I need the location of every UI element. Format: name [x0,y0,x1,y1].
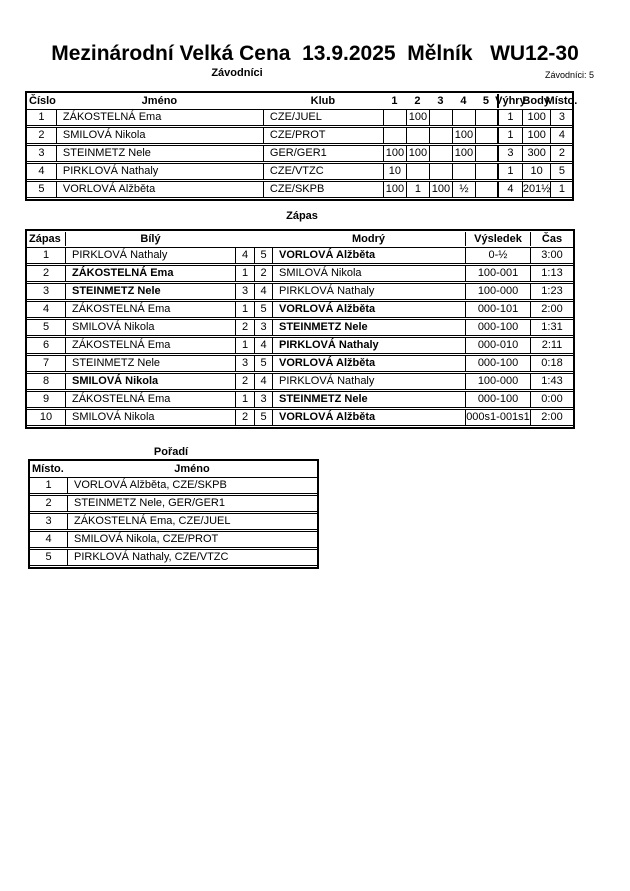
cell-time: 1:13 [530,265,573,282]
cell-white-number: 1 [235,301,254,318]
cell-white-player: ZÁKOSTELNÁ Ema [65,265,235,282]
table-row [27,283,573,300]
cell-blue-number: 5 [254,247,272,264]
cell-match-number: 9 [27,391,65,408]
cell-white-number: 3 [235,283,254,300]
cell-place: 4 [30,531,67,548]
cell-blue-player: VORLOVÁ Alžběta [272,355,465,372]
cell-time: 0:18 [530,355,573,372]
zapas-header-row [27,232,573,246]
col-header-modry: Modrý [352,233,385,245]
cell-place: 3 [30,513,67,530]
table-row [27,265,573,282]
cell-cislo: 1 [27,109,56,126]
cell-result: 100-000 [465,373,530,390]
cell-white-number: 1 [235,391,254,408]
cell-white-player: ZÁKOSTELNÁ Ema [65,391,235,408]
col-header-body: Body [522,95,550,107]
cell-match-number: 3 [27,283,65,300]
cell-white-player: SMILOVÁ Nikola [65,319,235,336]
cell-s1: 10 [383,163,406,180]
cell-match-number: 7 [27,355,65,372]
col-header-misto: Místo. [32,463,64,475]
cell-blue-number: 5 [254,409,272,426]
cell-s1: 100 [383,145,406,162]
cell-match-number: 2 [27,265,65,282]
table-row [27,163,572,180]
cell-blue-number: 4 [254,283,272,300]
cell-vyhry: 3 [497,145,522,162]
table-row [27,247,573,264]
zavodnici-table [25,91,578,201]
cell-s5 [475,127,497,144]
table-row [27,391,573,408]
cell-white-number: 3 [235,355,254,372]
cell-blue-player: PIRKLOVÁ Nathaly [272,337,465,354]
cell-time: 2:00 [530,301,573,318]
cell-jmeno: ZÁKOSTELNÁ Ema [56,109,263,126]
cell-time: 2:11 [530,337,573,354]
cell-vyhry: 1 [497,127,522,144]
cell-result: 000s1-001s1 [465,409,530,426]
cell-s5 [475,145,497,162]
col-header-3: 3 [437,95,444,107]
cell-body: 201½ [522,181,551,198]
zapas-grid [27,231,573,427]
cell-white-player: STEINMETZ Nele [65,355,235,372]
cell-place: 1 [30,477,67,494]
cell-body: 10 [522,163,551,180]
col-header-zapas: Zápas [29,233,61,245]
cell-blue-number: 3 [254,319,272,336]
cell-s2 [406,163,429,180]
cell-s4: ½ [452,181,475,198]
cell-misto: 5 [550,163,572,180]
cell-jmeno: VORLOVÁ Alžběta [56,181,263,198]
section-title-poradi: Pořadí [153,446,189,458]
cell-blue-player: VORLOVÁ Alžběta [272,247,465,264]
cell-white-player: SMILOVÁ Nikola [65,373,235,390]
cell-result: 000-010 [465,337,530,354]
section-title-zavodnici: Závodníci [211,67,263,79]
poradi-grid [30,461,317,567]
cell-s5 [475,181,497,198]
col-header-bily: Bílý [65,232,235,246]
col-header-4: 4 [460,95,467,107]
cell-white-player: SMILOVÁ Nikola [65,409,235,426]
zavodnici-header-row [27,94,572,108]
cell-blue-number: 5 [254,301,272,318]
cell-time: 3:00 [530,247,573,264]
cell-vyhry: 1 [497,109,522,126]
table-row [27,337,573,354]
cell-misto: 1 [550,181,572,198]
cell-s5 [475,163,497,180]
cell-s2: 100 [406,109,429,126]
cell-white-number: 1 [235,265,254,282]
cell-result: 000-100 [465,319,530,336]
table-row [27,109,572,126]
cell-match-number: 1 [27,247,65,264]
col-header-2: 2 [414,95,421,107]
table-row [27,181,572,198]
col-header-vyhry: Výhry [495,95,526,107]
cell-player: ZÁKOSTELNÁ Ema, CZE/JUEL [67,513,317,530]
zapas-table [25,229,575,429]
cell-match-number: 4 [27,301,65,318]
table-row [27,355,573,372]
cell-time: 1:43 [530,373,573,390]
table-row [30,549,317,566]
cell-player: PIRKLOVÁ Nathaly, CZE/VTZC [67,549,317,566]
cell-blue-number: 4 [254,373,272,390]
cell-blue-number: 3 [254,391,272,408]
table-row [27,373,573,390]
table-row [30,477,317,494]
page-title: Mezinárodní Velká Cena 13.9.2025 Mělník WU12-30 [51,42,579,65]
cell-white-player: ZÁKOSTELNÁ Ema [65,301,235,318]
cell-s1 [383,127,406,144]
cell-jmeno: SMILOVÁ Nikola [56,127,263,144]
cell-s4 [452,109,475,126]
cell-match-number: 8 [27,373,65,390]
cell-match-number: 10 [27,409,65,426]
table-row [27,319,573,336]
cell-blue-player: STEINMETZ Nele [272,391,465,408]
cell-white-number: 1 [235,337,254,354]
col-header-cislo: Číslo [29,95,56,107]
col-header-misto: Místo. [545,95,578,107]
col-header-n2 [254,232,272,246]
cell-s3 [429,145,452,162]
cell-klub: CZE/VTZC [263,163,383,180]
table-row [30,513,317,530]
cell-blue-player: PIRKLOVÁ Nathaly [272,373,465,390]
cell-time: 1:31 [530,319,573,336]
cell-result: 000-100 [465,391,530,408]
cell-s2: 100 [406,145,429,162]
cell-player: VORLOVÁ Alžběta, CZE/SKPB [67,477,317,494]
section-title-zapas: Zápas [286,210,318,222]
cell-jmeno: STEINMETZ Nele [56,145,263,162]
cell-white-player: PIRKLOVÁ Nathaly [65,247,235,264]
cell-s3: 100 [429,181,452,198]
cell-result: 100-000 [465,283,530,300]
table-row [27,409,573,426]
table-row [27,127,572,144]
cell-white-number: 2 [235,409,254,426]
cell-klub: CZE/JUEL [263,109,383,126]
col-header-1: 1 [391,95,398,107]
cell-cislo: 2 [27,127,56,144]
cell-white-player: ZÁKOSTELNÁ Ema [65,337,235,354]
col-header-5: 5 [482,95,489,107]
col-header-jmeno: Jméno [174,463,210,475]
cell-body: 300 [522,145,551,162]
cell-player: STEINMETZ Nele, GER/GER1 [67,495,317,512]
cell-blue-player: SMILOVÁ Nikola [272,265,465,282]
col-header-n1 [235,232,254,246]
cell-match-number: 5 [27,319,65,336]
col-header-jmeno: Jméno [141,95,178,107]
table-row [27,145,572,162]
cell-white-number: 2 [235,373,254,390]
col-header-klub: Klub [310,95,336,107]
cell-vyhry: 4 [497,181,522,198]
competitors-count: Závodníci: 5 [544,70,594,80]
cell-s1 [383,109,406,126]
cell-blue-player: VORLOVÁ Alžběta [272,409,465,426]
cell-result: 000-100 [465,355,530,372]
cell-match-number: 6 [27,337,65,354]
cell-jmeno: PIRKLOVÁ Nathaly [56,163,263,180]
poradi-table [28,459,319,569]
zavodnici-grid [27,93,578,199]
cell-s5 [475,109,497,126]
cell-blue-player: PIRKLOVÁ Nathaly [272,283,465,300]
cell-time: 0:00 [530,391,573,408]
cell-misto: 4 [550,127,572,144]
cell-s4: 100 [452,145,475,162]
cell-blue-number: 4 [254,337,272,354]
table-row [30,495,317,512]
cell-klub: CZE/SKPB [263,181,383,198]
cell-result: 0-½ [465,247,530,264]
cell-player: SMILOVÁ Nikola, CZE/PROT [67,531,317,548]
col-header-vysledek: Výsledek [465,232,530,246]
cell-s3 [429,109,452,126]
cell-klub: CZE/PROT [263,127,383,144]
cell-s2 [406,127,429,144]
cell-cislo: 4 [27,163,56,180]
cell-body: 100 [522,109,551,126]
cell-s3 [429,127,452,144]
cell-vyhry: 1 [497,163,522,180]
cell-s4: 100 [452,127,475,144]
cell-time: 2:00 [530,409,573,426]
cell-time: 1:23 [530,283,573,300]
cell-s4 [452,163,475,180]
poradi-header-row [30,462,317,476]
cell-s3 [429,163,452,180]
cell-blue-number: 2 [254,265,272,282]
col-header-cas: Čas [530,232,573,246]
cell-white-number: 2 [235,319,254,336]
cell-misto: 2 [550,145,572,162]
cell-blue-number: 5 [254,355,272,372]
cell-blue-player: STEINMETZ Nele [272,319,465,336]
table-row [27,301,573,318]
cell-klub: GER/GER1 [263,145,383,162]
cell-s1: 100 [383,181,406,198]
cell-result: 000-101 [465,301,530,318]
cell-misto: 3 [550,109,572,126]
cell-place: 5 [30,549,67,566]
cell-body: 100 [522,127,551,144]
cell-white-number: 4 [235,247,254,264]
cell-place: 2 [30,495,67,512]
cell-blue-player: VORLOVÁ Alžběta [272,301,465,318]
table-row [30,531,317,548]
cell-result: 100-001 [465,265,530,282]
cell-white-player: STEINMETZ Nele [65,283,235,300]
cell-s2: 1 [406,181,429,198]
cell-cislo: 3 [27,145,56,162]
cell-cislo: 5 [27,181,56,198]
